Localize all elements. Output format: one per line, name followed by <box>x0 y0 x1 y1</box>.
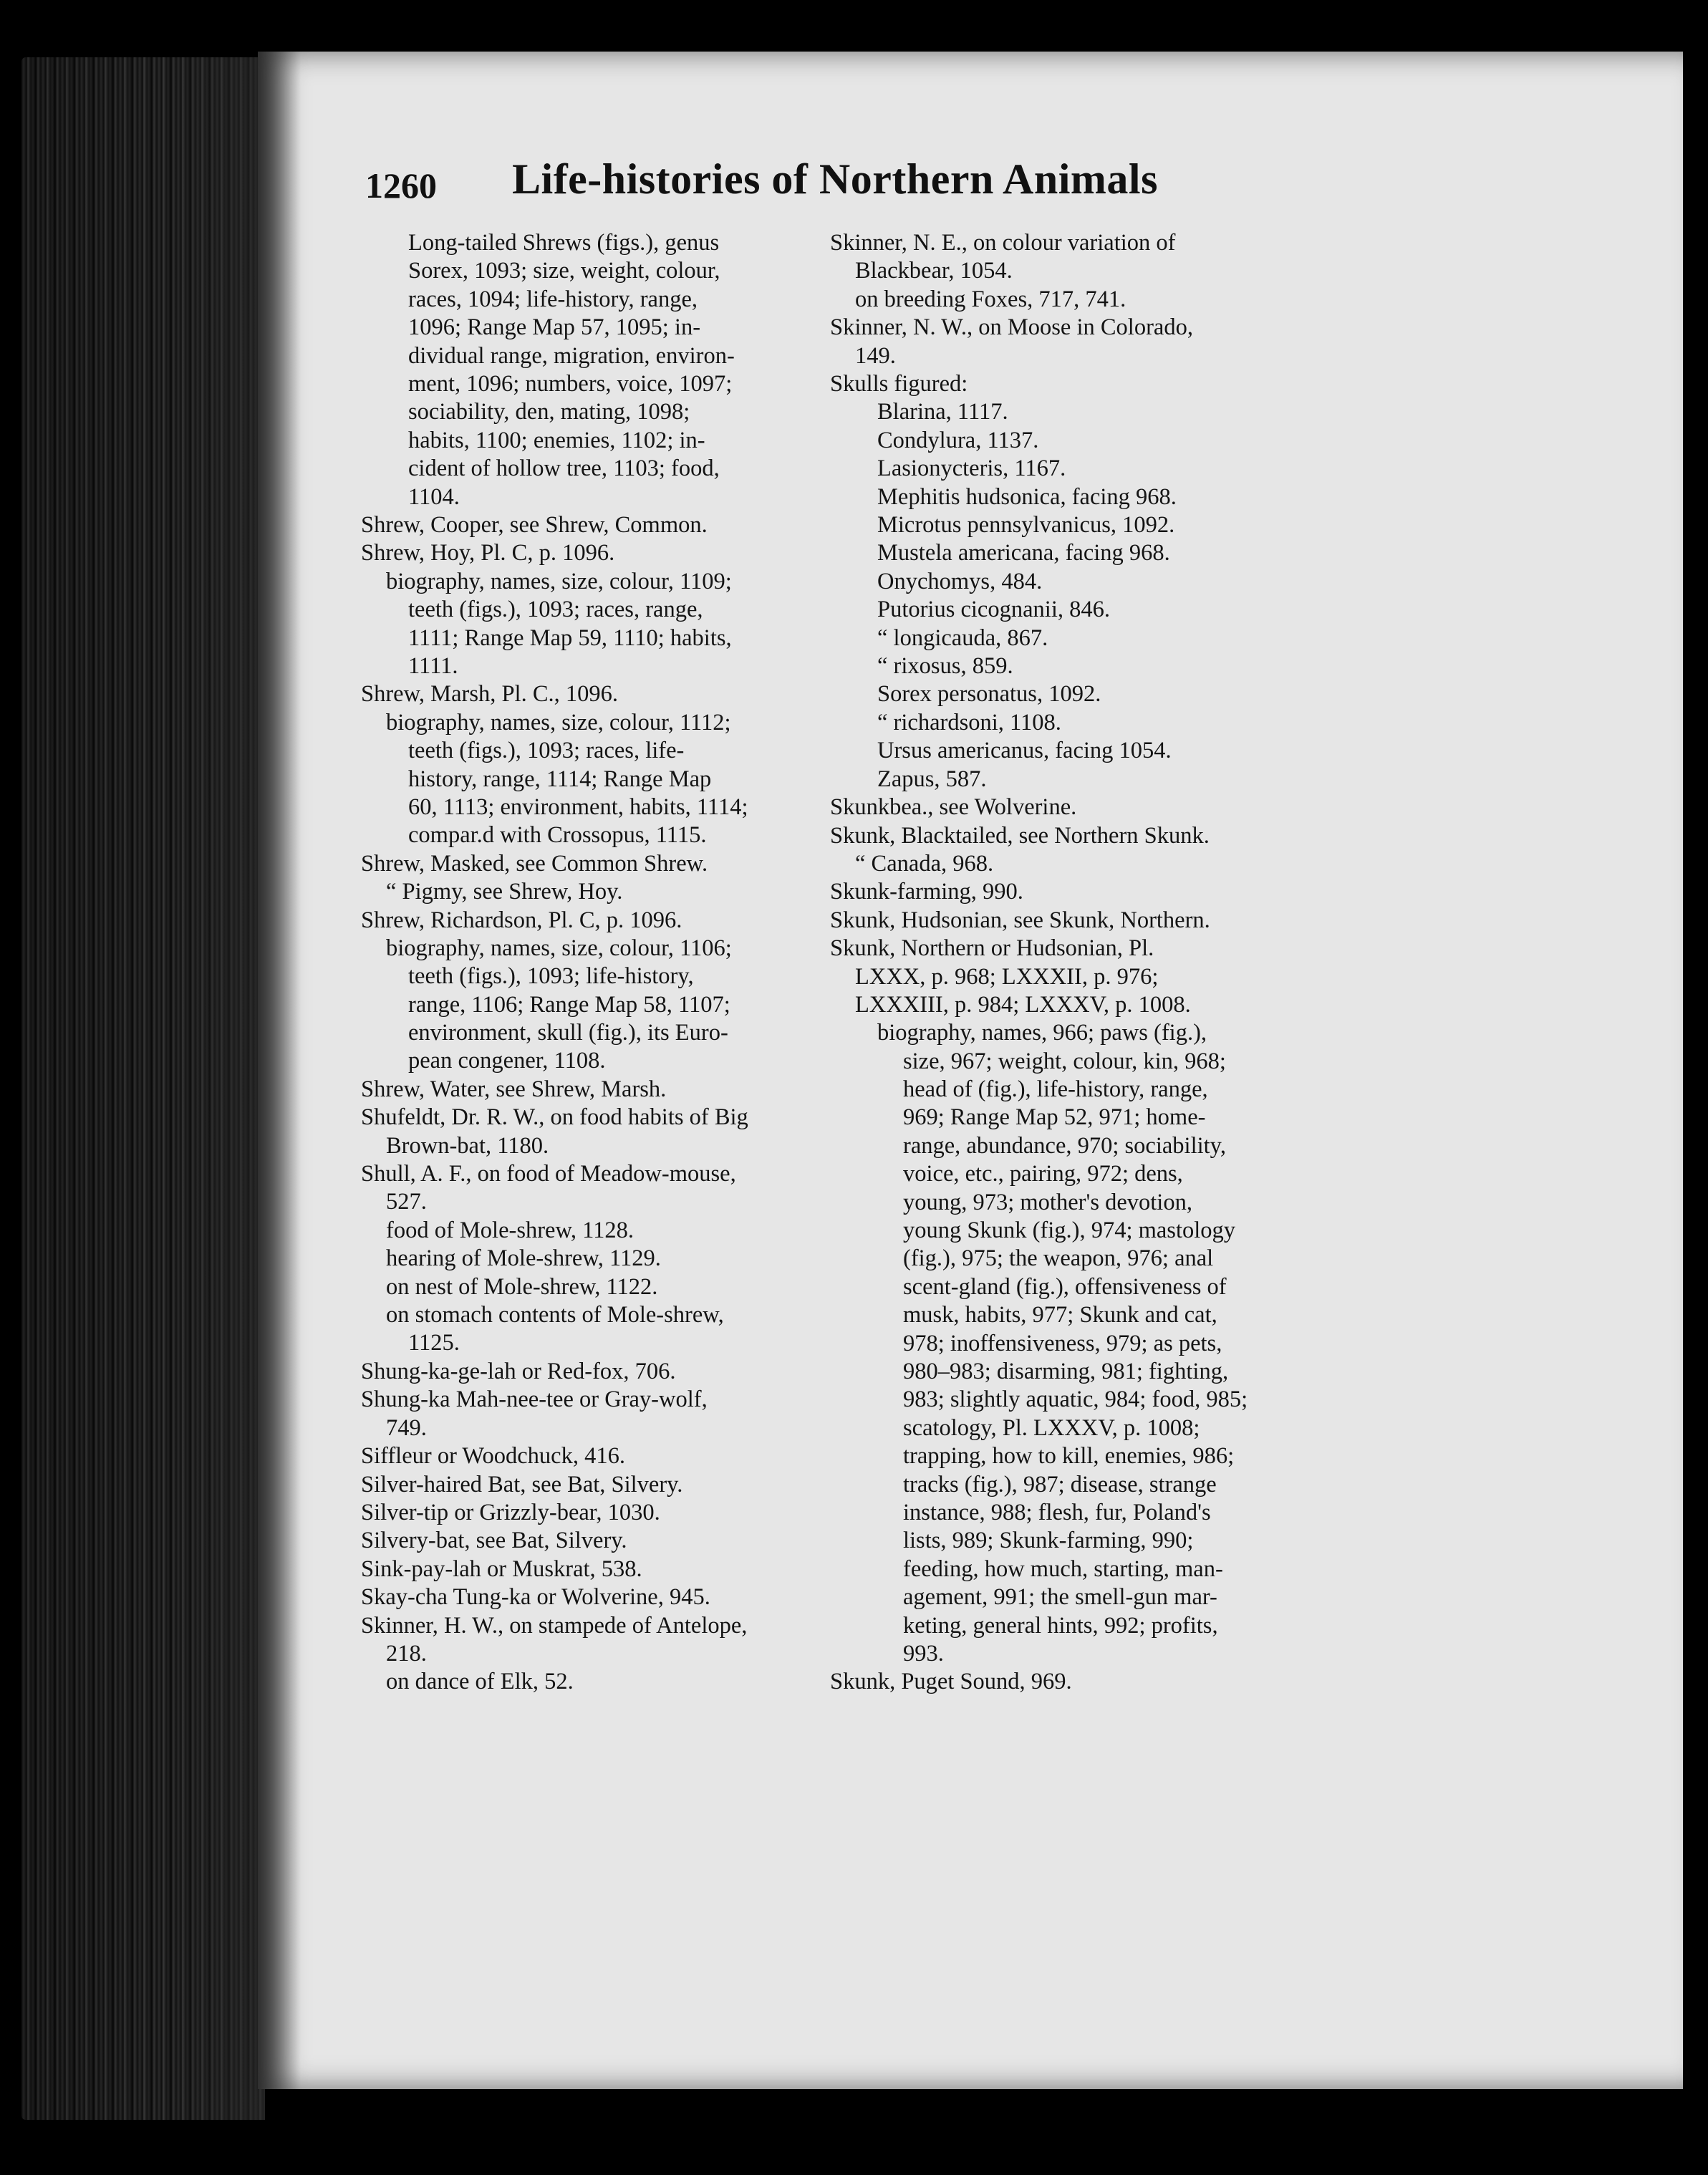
index-line: tracks (fig.), 987; disease, strange <box>903 1471 1217 1498</box>
index-line: Condylura, 1137. <box>877 427 1039 453</box>
index-line: lists, 989; Skunk-farming, 990; <box>903 1528 1194 1554</box>
index-line: Skunk, Northern or Hudsonian, Pl. <box>830 935 1154 962</box>
index-line: Shung-ka-ge-lah or Red-fox, 706. <box>361 1358 676 1384</box>
index-line: Skinner, N. E., on colour variation of <box>830 230 1176 256</box>
index-line: scent-gland (fig.), offensiveness of <box>903 1273 1227 1300</box>
index-line: “ Canada, 968. <box>855 850 994 877</box>
index-line: Skunkbea., see Wolverine. <box>830 794 1077 821</box>
index-line: biography, names, 966; paws (fig.), <box>877 1020 1207 1046</box>
index-line: Sorex personatus, 1092. <box>877 681 1101 708</box>
index-line: compar.d with Crossopus, 1115. <box>408 822 707 849</box>
index-line: “ richardsoni, 1108. <box>877 709 1061 736</box>
index-line: Skinner, H. W., on stampede of Antelope, <box>361 1612 748 1639</box>
index-line: Putorius cicognanii, 846. <box>877 597 1110 623</box>
index-line: 983; slightly aquatic, 984; food, 985; <box>903 1386 1248 1413</box>
index-line: on dance of Elk, 52. <box>386 1669 574 1695</box>
index-line: Mephitis hudsonica, facing 968. <box>877 483 1177 510</box>
index-line: biography, names, size, colour, 1106; <box>386 935 732 961</box>
index-line: cident of hollow tree, 1103; food, <box>408 455 720 482</box>
index-line: Shufeldt, Dr. R. W., on food habits of Big <box>361 1104 748 1131</box>
index-line: Silvery-bat, see Bat, Silvery. <box>361 1528 627 1554</box>
index-line: Shrew, Hoy, Pl. C, p. 1096. <box>361 540 615 566</box>
index-line: scatology, Pl. LXXXV, p. 1008; <box>903 1414 1200 1441</box>
index-line: feeding, how much, starting, man- <box>903 1556 1223 1582</box>
index-line: hearing of Mole-shrew, 1129. <box>386 1245 661 1272</box>
index-line: Skinner, N. W., on Moose in Colorado, <box>830 314 1193 341</box>
page-number: 1260 <box>365 165 437 206</box>
index-column-right <box>830 229 1294 1697</box>
index-line: Onychomys, 484. <box>877 568 1043 594</box>
index-line: head of (fig.), life-history, range, <box>903 1076 1208 1103</box>
index-line: Sink-pay-lah or Muskrat, 538. <box>361 1556 642 1582</box>
index-line: races, 1094; life-history, range, <box>408 286 698 312</box>
index-line: on breeding Foxes, 717, 741. <box>855 286 1126 312</box>
index-line: biography, names, size, colour, 1109; <box>386 568 732 594</box>
index-line: size, 967; weight, colour, kin, 968; <box>903 1048 1226 1074</box>
book-title: Life-histories of Northern Animals <box>512 155 1158 203</box>
index-line: (fig.), 975; the weapon, 976; anal <box>903 1245 1214 1272</box>
index-line: trapping, how to kill, enemies, 986; <box>903 1443 1235 1470</box>
index-line: teeth (figs.), 1093; life-history, <box>408 963 694 990</box>
index-line: range, 1106; Range Map 58, 1107; <box>408 991 730 1018</box>
index-line: 149. <box>855 342 896 369</box>
index-line: 1125. <box>408 1330 460 1356</box>
index-line: Silver-haired Bat, see Bat, Silvery. <box>361 1471 683 1498</box>
index-line: Microtus pennsylvanicus, 1092. <box>877 512 1175 539</box>
index-line: history, range, 1114; Range Map <box>408 766 712 792</box>
index-line: Silver-tip or Grizzly-bear, 1030. <box>361 1499 660 1525</box>
index-line: Brown-bat, 1180. <box>386 1132 549 1159</box>
index-line: 60, 1113; environment, habits, 1114; <box>408 794 748 820</box>
index-line: on stomach contents of Mole-shrew, <box>386 1302 724 1328</box>
index-line: teeth (figs.), 1093; races, range, <box>408 597 703 623</box>
index-line: Shull, A. F., on food of Meadow-mouse, <box>361 1161 736 1187</box>
index-line: 749. <box>386 1414 427 1441</box>
index-line: keting, general hints, 992; profits, <box>903 1612 1218 1639</box>
index-line: Skay-cha Tung-ka or Wolverine, 945. <box>361 1584 710 1611</box>
index-line: Ursus americanus, facing 1054. <box>877 738 1172 764</box>
index-line: 1111; Range Map 59, 1110; habits, <box>408 624 732 651</box>
index-line: Shrew, Water, see Shrew, Marsh. <box>361 1076 667 1102</box>
index-line: Skulls figured: <box>830 371 968 397</box>
index-line: Shung-ka Mah-nee-tee or Gray-wolf, <box>361 1386 708 1413</box>
index-line: ment, 1096; numbers, voice, 1097; <box>408 370 733 397</box>
index-line: Skunk, Blacktailed, see Northern Skunk. <box>830 822 1210 849</box>
index-line: Siffleur or Woodchuck, 416. <box>361 1443 625 1470</box>
index-line: teeth (figs.), 1093; races, life- <box>408 738 685 764</box>
index-line: 1104. <box>408 483 460 510</box>
index-line: 980–983; disarming, 981; fighting, <box>903 1359 1229 1384</box>
index-line: 993. <box>903 1640 944 1667</box>
index-line: 969; Range Map 52, 971; home- <box>903 1104 1206 1131</box>
index-line: Long-tailed Shrews (figs.), genus <box>408 230 720 256</box>
index-line: Blackbear, 1054. <box>855 258 1013 284</box>
index-line: musk, habits, 977; Skunk and cat, <box>903 1302 1217 1328</box>
index-line: Blarina, 1117. <box>877 399 1008 425</box>
index-line: environment, skull (fig.), its Euro- <box>408 1020 728 1046</box>
index-line: Shrew, Masked, see Common Shrew. <box>361 850 708 877</box>
index-line: food of Mole-shrew, 1128. <box>386 1217 634 1243</box>
index-line: dividual range, migration, environ- <box>408 342 735 369</box>
index-line: LXXXIII, p. 984; LXXXV, p. 1008. <box>855 991 1191 1018</box>
index-line: voice, etc., pairing, 972; dens, <box>903 1161 1183 1187</box>
index-line: “ longicauda, 867. <box>877 624 1048 651</box>
index-line: “ Pigmy, see Shrew, Hoy. <box>386 879 623 905</box>
index-line: habits, 1100; enemies, 1102; in- <box>408 427 705 453</box>
book-fore-edge <box>21 57 265 2120</box>
index-line: 1096; Range Map 57, 1095; in- <box>408 314 701 341</box>
index-line: “ rixosus, 859. <box>877 653 1013 680</box>
index-line: Mustela americana, facing 968. <box>877 540 1170 566</box>
index-line: Skunk-farming, 990. <box>830 879 1023 905</box>
index-line: 527. <box>386 1189 427 1215</box>
index-column-left <box>361 229 809 1697</box>
index-line: Shrew, Richardson, Pl. C, p. 1096. <box>361 907 682 933</box>
index-line: 218. <box>386 1640 427 1667</box>
index-line: Lasionycteris, 1167. <box>877 455 1066 482</box>
index-line: range, abundance, 970; sociability, <box>903 1132 1226 1159</box>
index-line: 978; inoffensiveness, 979; as pets, <box>903 1330 1222 1356</box>
index-line: instance, 988; flesh, fur, Poland's <box>903 1499 1211 1525</box>
index-line: young, 973; mother's devotion, <box>903 1189 1192 1215</box>
index-line: on nest of Mole-shrew, 1122. <box>386 1273 658 1300</box>
running-head <box>365 150 1203 215</box>
index-line: biography, names, size, colour, 1112; <box>386 709 731 736</box>
index-line: Sorex, 1093; size, weight, colour, <box>408 258 720 284</box>
index-line: pean congener, 1108. <box>408 1048 606 1074</box>
index-line: young Skunk (fig.), 974; mastology <box>903 1217 1236 1244</box>
index-line: agement, 991; the smell-gun mar- <box>903 1584 1217 1611</box>
index-line: Skunk, Hudsonian, see Skunk, Northern. <box>830 907 1210 933</box>
index-line: Skunk, Puget Sound, 969. <box>830 1669 1072 1695</box>
index-line: Shrew, Marsh, Pl. C., 1096. <box>361 681 619 708</box>
index-line: sociability, den, mating, 1098; <box>408 399 690 425</box>
index-line: LXXX, p. 968; LXXXII, p. 976; <box>855 963 1159 990</box>
index-line: 1111. <box>408 652 458 679</box>
index-line: Shrew, Cooper, see Shrew, Common. <box>361 511 708 538</box>
index-line: Zapus, 587. <box>877 766 987 792</box>
